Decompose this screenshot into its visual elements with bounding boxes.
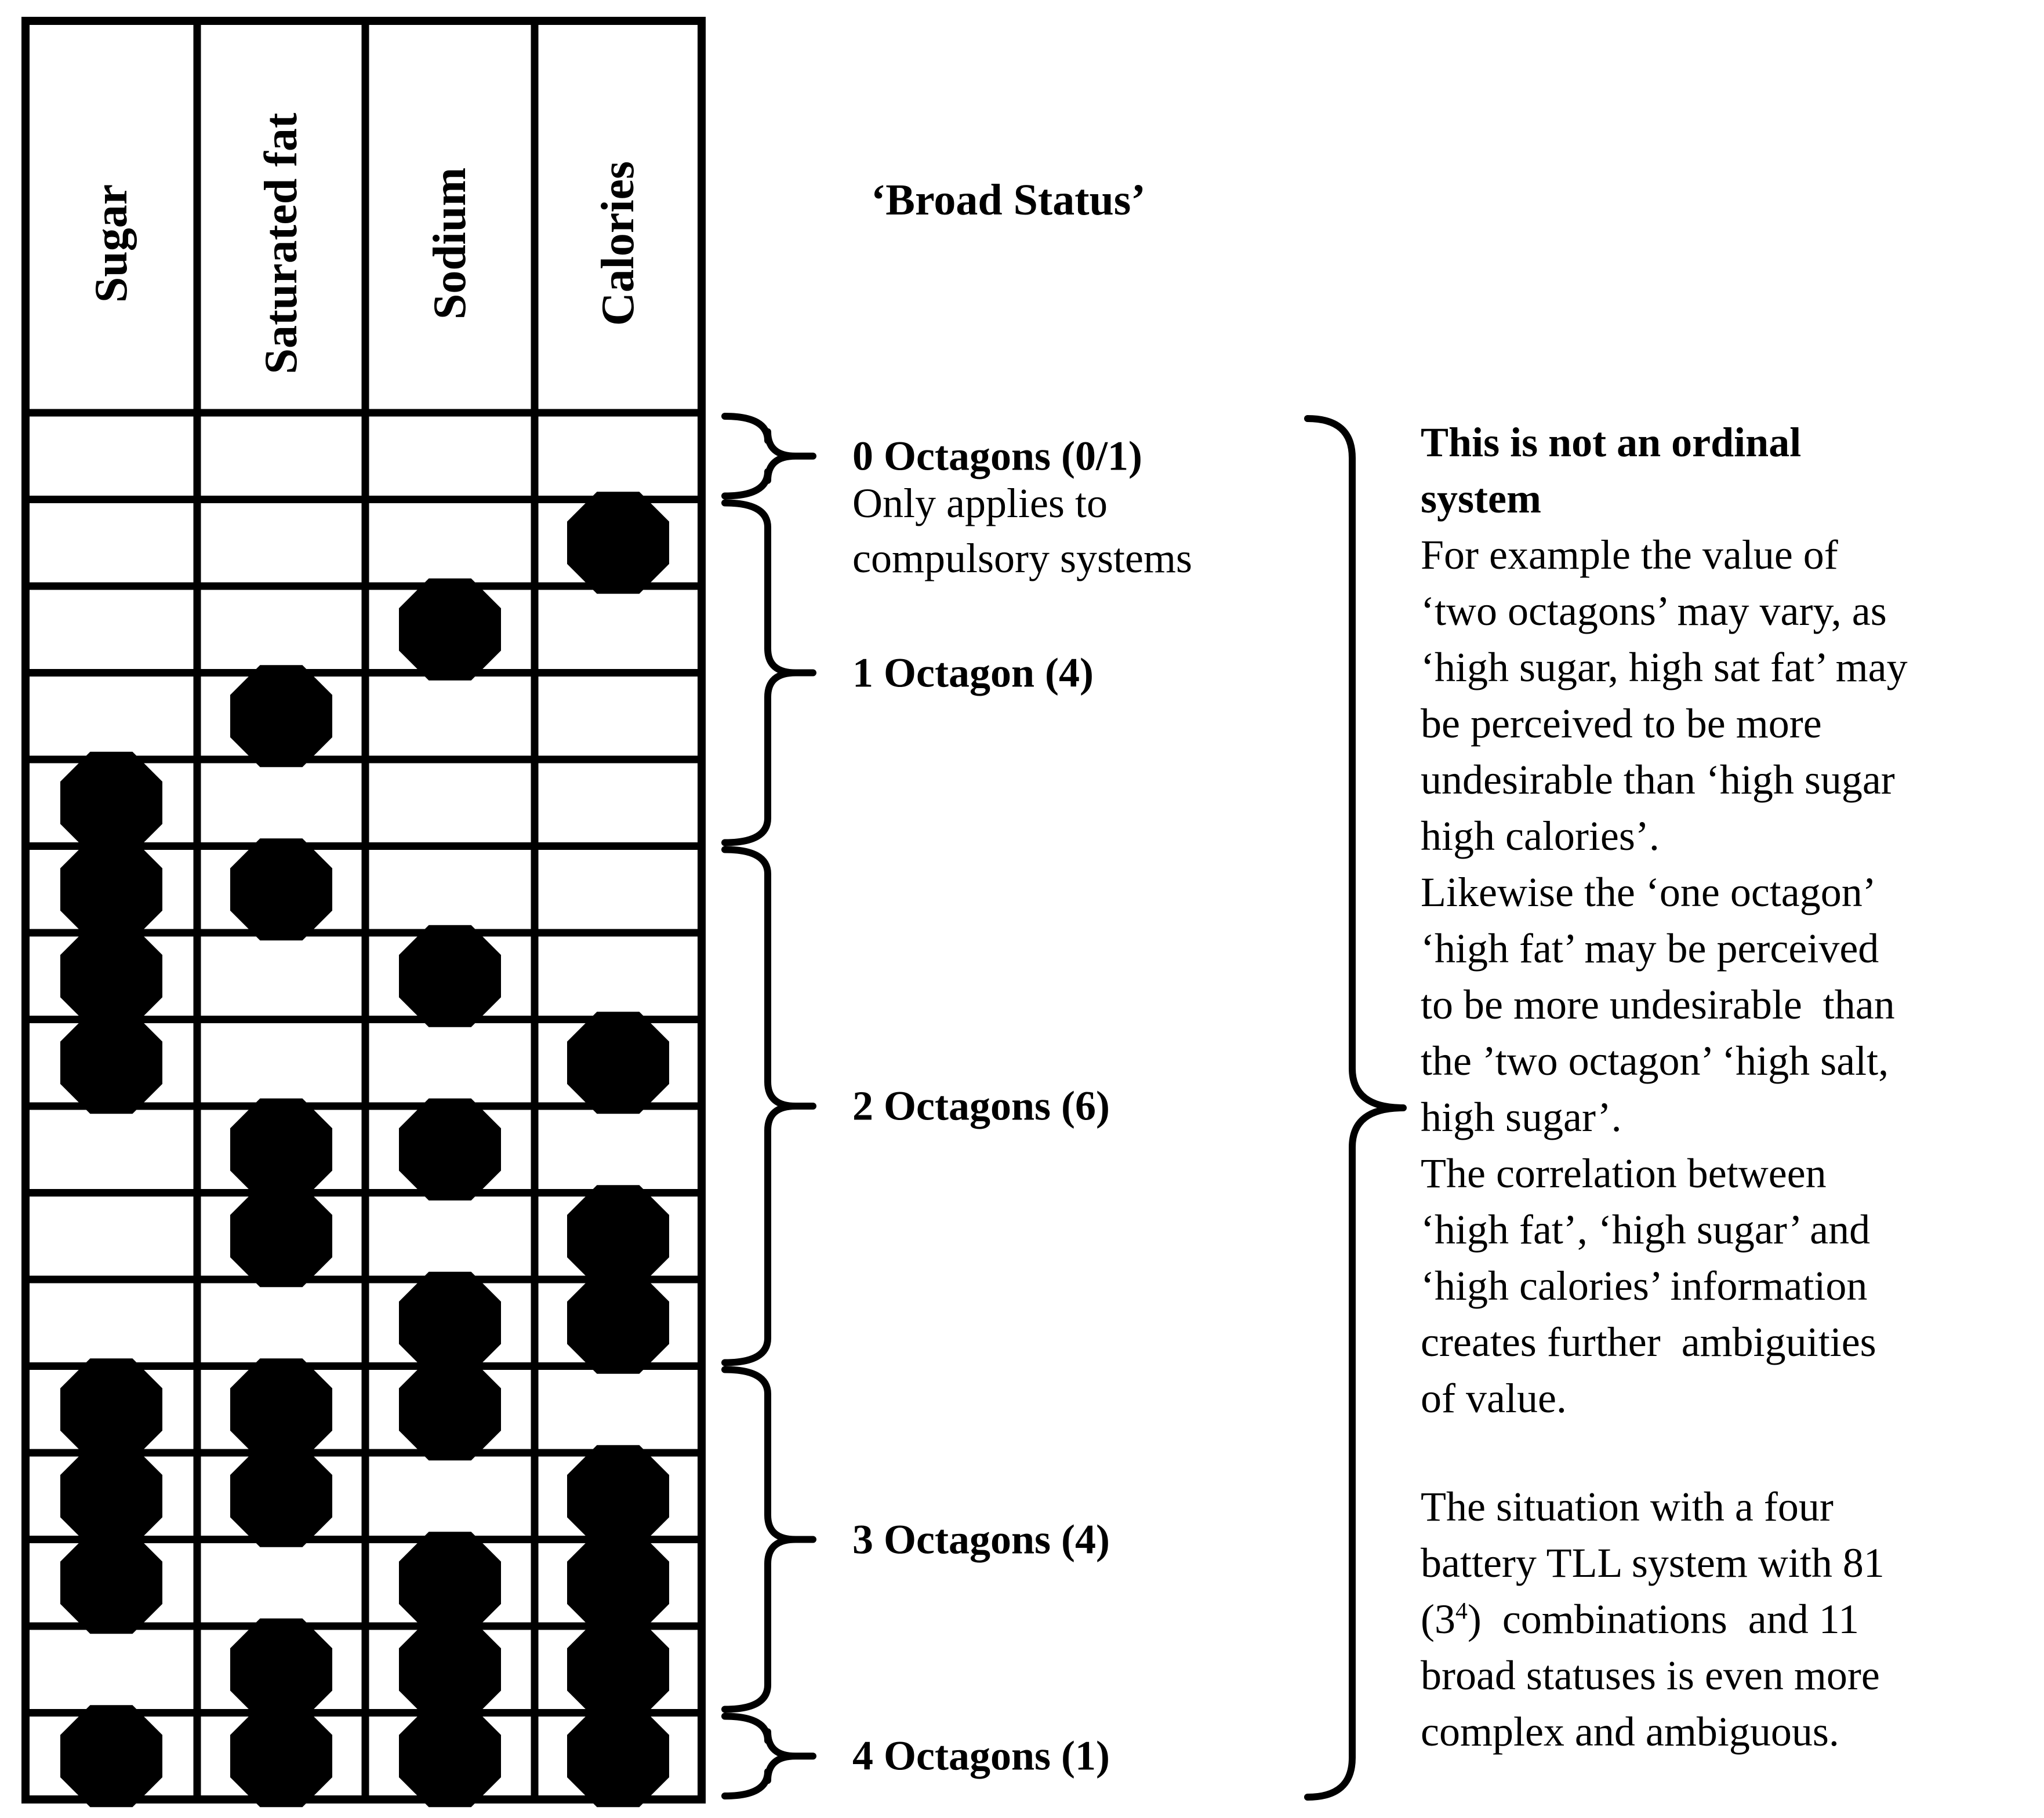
note-line: This is not an ordinal [1421, 419, 1802, 466]
note-line: undesirable than ‘high sugar [1421, 757, 1895, 803]
note-line: ‘high fat’, ‘high sugar’ and [1421, 1206, 1871, 1253]
column-header: Sugar [86, 184, 137, 303]
warning-octagon-icon [567, 1705, 669, 1807]
warning-octagon-icon [230, 838, 332, 940]
warning-octagon-icon [399, 579, 501, 681]
group-label: 3 Octagons (4) [852, 1515, 1110, 1562]
note-line: The correlation between [1421, 1150, 1827, 1197]
note-line: be perceived to be more [1421, 700, 1822, 747]
note-line: For example the value of [1421, 532, 1838, 578]
warning-octagon-icon [230, 665, 332, 767]
warning-octagon-icon [399, 1358, 501, 1460]
note-line: high calories’. [1421, 813, 1660, 859]
note-line: broad statuses is even more [1421, 1652, 1880, 1699]
note-line: to be more undesirable than [1421, 981, 1895, 1028]
superscript: 4 [1455, 1598, 1468, 1624]
note-line: ‘high calories’ information [1421, 1263, 1868, 1309]
group-brace [725, 1717, 813, 1797]
group-brace [725, 503, 813, 843]
note-line: The situation with a four [1421, 1484, 1834, 1530]
column-header: Saturated fat [256, 112, 307, 374]
warning-octagon-icon [230, 1185, 332, 1287]
group-label: 1 Octagon (4) [852, 649, 1094, 696]
group-label: 2 Octagons (6) [852, 1082, 1110, 1129]
group-label: 4 Octagons (1) [852, 1732, 1110, 1779]
note-line: ‘two octagons’ may vary, as [1421, 588, 1887, 634]
note-line: the ’two octagon’ ‘high salt, [1421, 1038, 1889, 1084]
group-brace [725, 416, 813, 496]
column-header: Calories [593, 161, 644, 326]
note-line: ‘high sugar, high sat fat’ may [1421, 644, 1908, 690]
warning-octagon-icon [567, 492, 669, 594]
note-line: creates further ambiguities [1421, 1319, 1876, 1365]
note-line: of value. [1421, 1375, 1567, 1421]
warning-octagon-icon [60, 1705, 162, 1807]
group-sublabel-line: Only applies to [852, 479, 1108, 526]
warning-octagon-icon [567, 1272, 669, 1374]
note-line: $(3^4)$ combinations and 11 [1421, 1596, 1860, 1642]
column-header: Sodium [424, 167, 475, 320]
group-sublabel-line: compulsory systems [852, 535, 1192, 581]
group-brace [725, 850, 813, 1363]
warning-octagon-icon [399, 1705, 501, 1807]
warning-octagon-icon [567, 1012, 669, 1114]
summary-brace [1308, 419, 1403, 1797]
warning-octagon-icon [230, 1705, 332, 1807]
warning-octagon-icon [399, 1099, 501, 1201]
note-line: system [1421, 475, 1541, 522]
note-line: ‘high fat’ may be perceived [1421, 925, 1879, 972]
figure-title: ‘Broad Status’ [871, 176, 1146, 224]
note-line: Likewise the ‘one octagon’ [1421, 869, 1876, 915]
note-line: battery TLL system with 81 [1421, 1540, 1885, 1586]
note-line: complex and ambiguous. [1421, 1708, 1839, 1755]
warning-octagon-icon [60, 1012, 162, 1114]
warning-octagon-icon [230, 1445, 332, 1547]
group-brace [725, 1370, 813, 1710]
note-line: high sugar’. [1421, 1094, 1622, 1140]
warning-octagon-icon [60, 1532, 162, 1634]
group-label: 0 Octagons (0/1) [852, 432, 1142, 479]
warning-octagon-icon [399, 925, 501, 1027]
